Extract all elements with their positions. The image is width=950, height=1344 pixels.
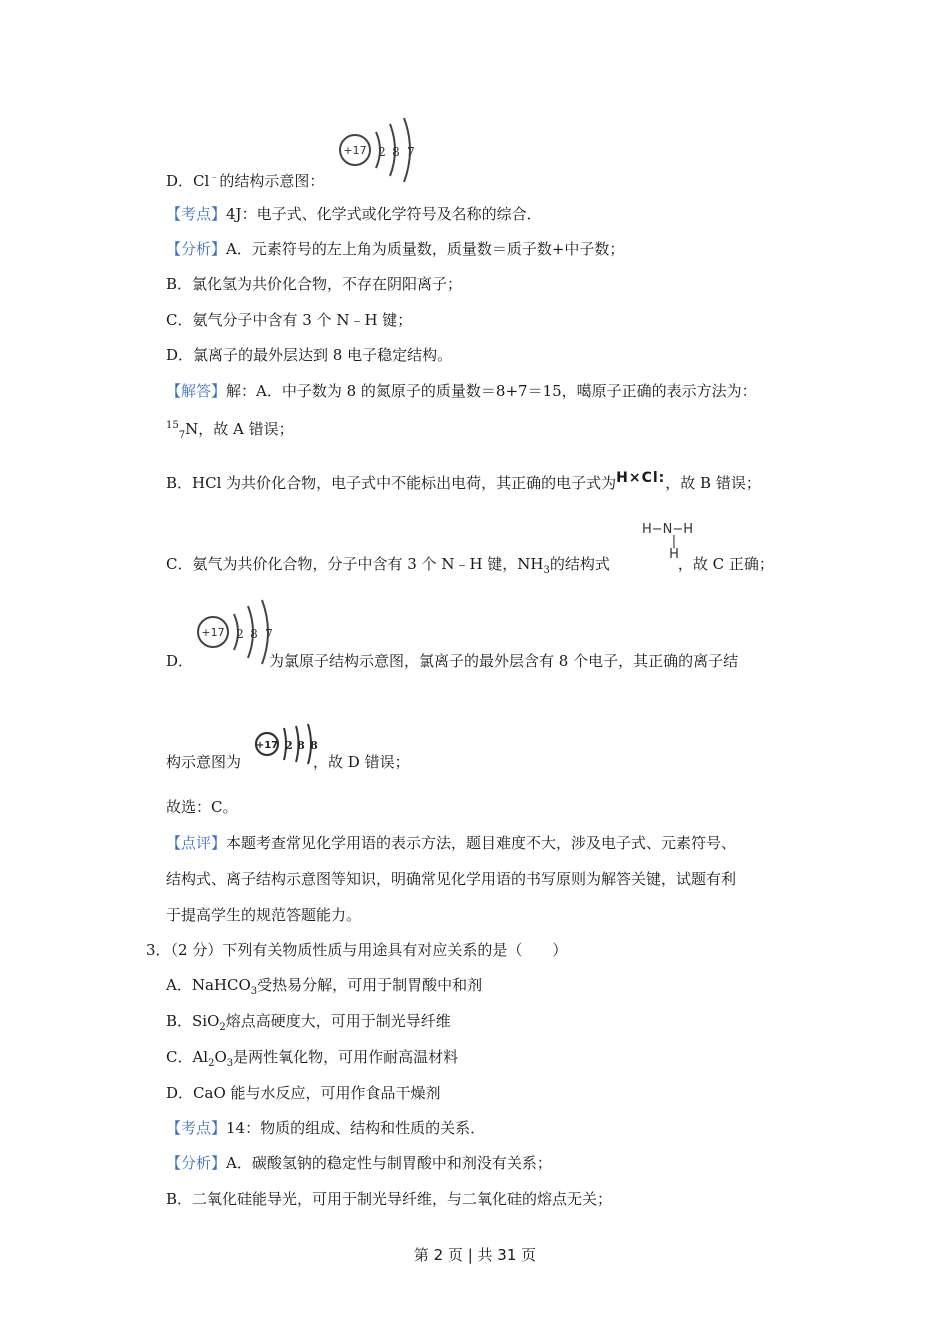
question-3-option-b: B．SiO$_2$熔点高硬度大，可用于制光导纤维: [166, 1012, 451, 1033]
jieda-line-a2: $^{15}_7$N，故 A 错误；: [166, 420, 294, 441]
svg-text:+17: +17: [343, 144, 367, 157]
dianping-line-1: 【点评】本题考查常见化学用语的表示方法，题目难度不大，涉及电子式、元素符号、: [166, 834, 737, 852]
dianping-line-3: 于提高学生的规范答题能力。: [166, 906, 362, 924]
jieda-line-c: C．氨气为共价化合物，分子中含有 3 个 N﹣H 键，$NH_3$的结构式 ，故 C 正确；: [166, 555, 774, 576]
svg-text:8: 8: [392, 145, 400, 159]
question-3-stem: 3．（2 分）下列有关物质性质与用途具有对应关系的是（ ）: [146, 941, 568, 959]
svg-text:7: 7: [407, 145, 415, 159]
option-d-cl-line: D．Cl﹣的结构示意图：: [166, 172, 325, 190]
svg-text:8: 8: [310, 739, 318, 752]
fenxi-2-b-line: B．二氧化硅能导光，可用于制光导纤维，与二氧化硅的熔点无关；: [166, 1190, 613, 1208]
kaodian-line-1: 【考点】4J：电子式、化学式或化学符号及名称的综合．: [166, 205, 542, 223]
kaodian-line-2: 【考点】14：物质的组成、结构和性质的关系．: [166, 1119, 486, 1137]
svg-text:+17: +17: [255, 740, 279, 751]
svg-text:2: 2: [236, 627, 244, 641]
ion-structure-diagram-cl: [254, 722, 326, 768]
jieda-line-b: B．HCl 为共价化合物，电子式中不能标出电荷，其正确的电子式为H×Cl:，故 B 错误；: [166, 472, 761, 495]
question-3-option-a: A．NaHCO$_3$受热易分解，可用于制胃酸中和剂: [166, 976, 483, 997]
fenxi-d-line: D．氯离子的最外层达到 8 电子稳定结构。: [166, 346, 453, 364]
atom-structure-diagram-cl: [338, 116, 418, 184]
answer-line: 故选：C。: [166, 798, 238, 816]
svg-text:8: 8: [250, 627, 258, 641]
fenxi-c-line: C．氨气分子中含有 3 个 N﹣H 键；: [166, 311, 413, 329]
nh3-structure-formula: H−N−H | H: [642, 522, 694, 562]
question-3-option-d: D．CaO 能与水反应，可用作食品干燥剂: [166, 1084, 441, 1102]
page-footer: 第 2 页 | 共 31 页: [413, 1246, 537, 1264]
svg-text:2: 2: [285, 739, 293, 752]
svg-text:+17: +17: [201, 626, 225, 639]
jieda-line-d2: 构示意图为 ，故 D 错误；: [166, 753, 410, 771]
jieda-line-a: 【解答】解：A．中子数为 8 的氮原子的质量数＝8+7＝15，噶原子正确的表示方法为：: [166, 382, 757, 400]
fenxi-b-line: B．氯化氢为共价化合物，不存在阴阳离子；: [166, 275, 463, 293]
jieda-line-d: D． 为氯原子结构示意图，氯离子的最外层含有 8 个电子，其正确的离子结: [166, 652, 739, 670]
svg-text:2: 2: [378, 145, 386, 159]
fenxi-line-2: 【分析】A．碳酸氢钠的稳定性与制胃酸中和剂没有关系；: [166, 1154, 552, 1172]
dianping-line-2: 结构式、离子结构示意图等知识，明确常见化学用语的书写原则为解答关键，试题有利: [166, 870, 737, 888]
question-3-option-c: C．$Al_2O_3$是两性氧化物，可用作耐高温材料: [166, 1048, 459, 1069]
fenxi-line-1: 【分析】A．元素符号的左上角为质量数，质量数＝质子数+中子数；: [166, 240, 625, 258]
hcl-electron-formula: H×Cl:: [616, 470, 666, 486]
svg-text:8: 8: [297, 739, 305, 752]
svg-text:7: 7: [265, 627, 273, 641]
